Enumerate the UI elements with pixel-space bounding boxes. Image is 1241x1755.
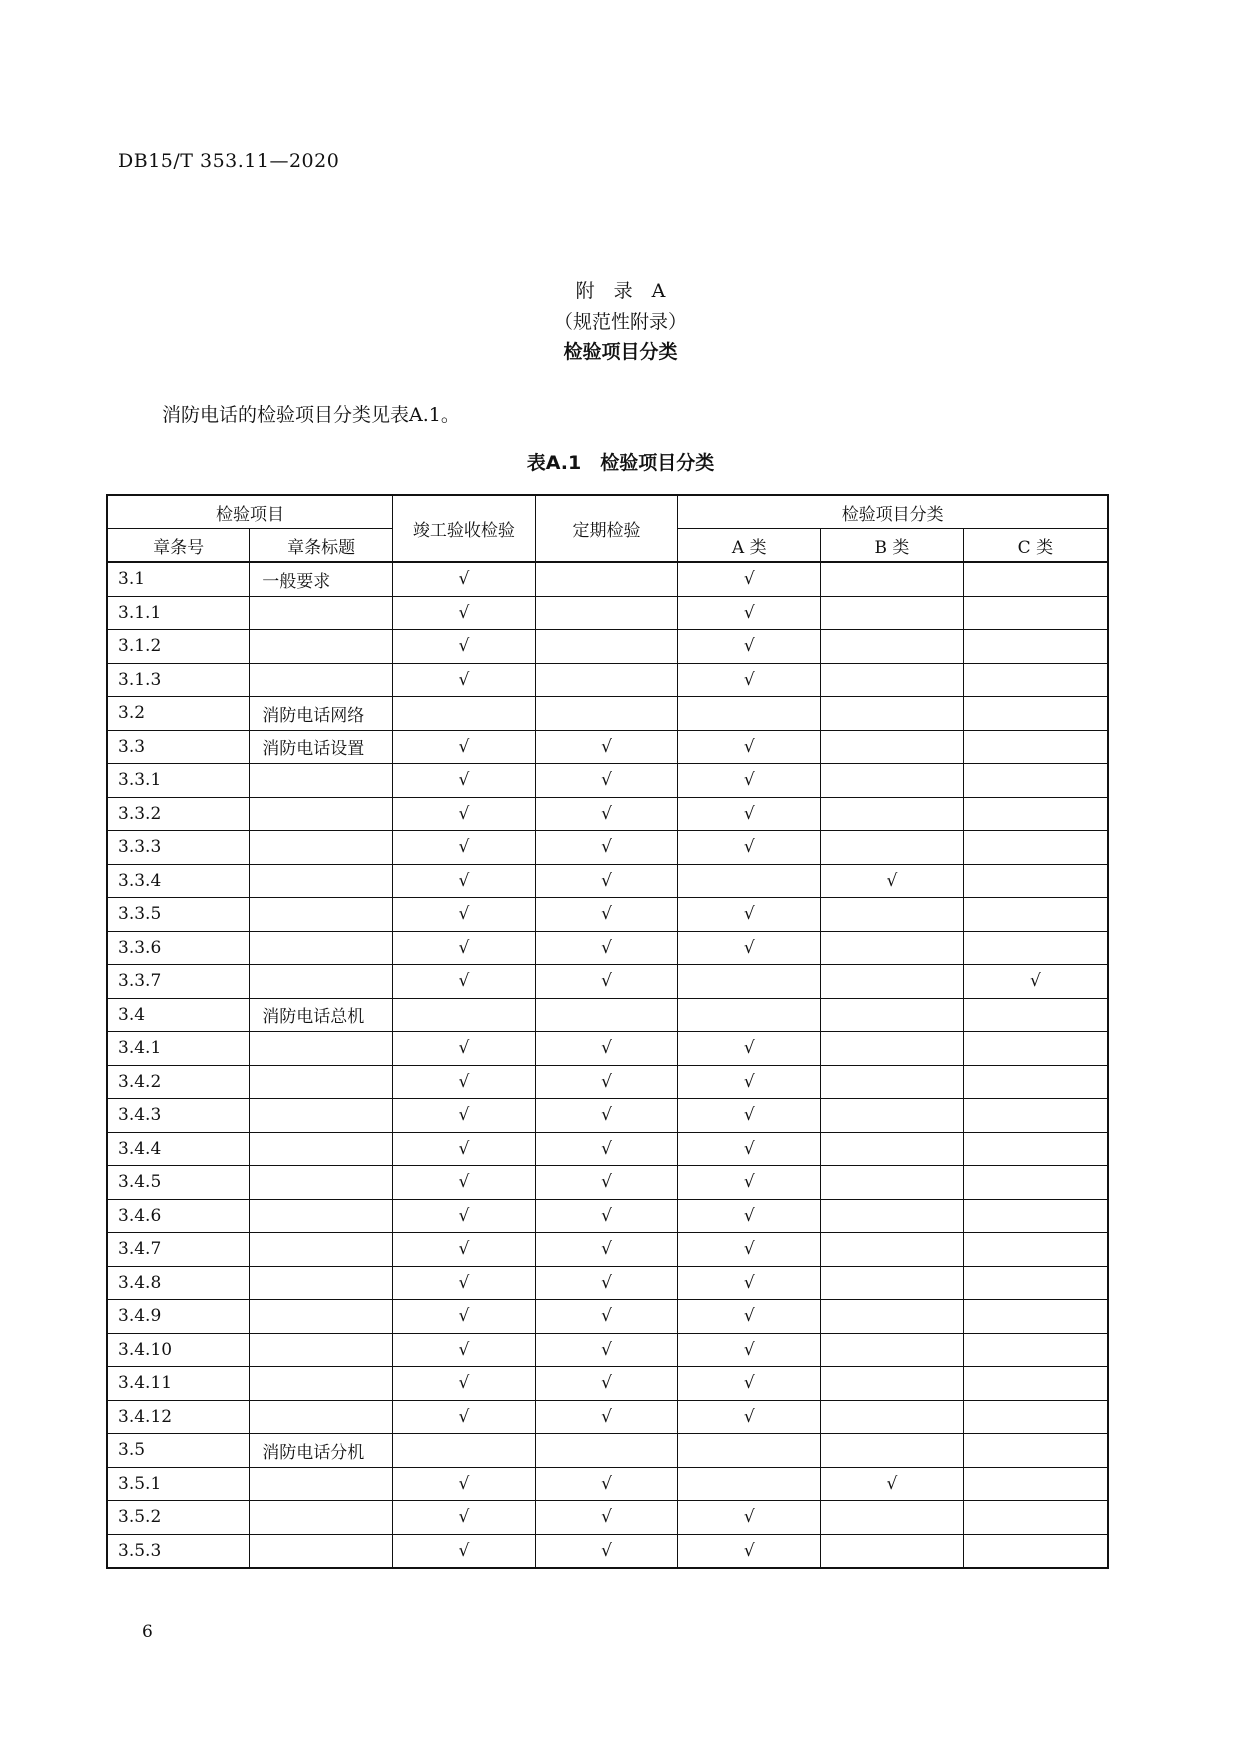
class-a-mark-cell: √ xyxy=(678,1333,821,1367)
table-row xyxy=(107,1032,1108,1066)
clause-title-cell xyxy=(250,630,393,664)
periodic-mark-cell: √ xyxy=(535,965,678,999)
table-row xyxy=(107,998,1108,1032)
clause-title-cell xyxy=(250,797,393,831)
clause-no-cell: 3.5.2 xyxy=(107,1501,250,1535)
table-row xyxy=(107,663,1108,697)
periodic-mark-cell xyxy=(535,630,678,664)
class-a-mark-cell: √ xyxy=(678,1199,821,1233)
class-c-mark-cell xyxy=(963,931,1108,965)
clause-no-cell: 3.1 xyxy=(107,562,250,596)
completion-mark-cell: √ xyxy=(393,1300,536,1334)
table-row xyxy=(107,1300,1108,1334)
clause-no-cell: 3.3.2 xyxy=(107,797,250,831)
completion-mark-cell: √ xyxy=(393,764,536,798)
completion-mark-cell xyxy=(393,697,536,731)
class-b-mark-cell xyxy=(821,1367,964,1401)
completion-mark-cell: √ xyxy=(393,1467,536,1501)
table-row xyxy=(107,1233,1108,1267)
class-c-mark-cell: √ xyxy=(963,965,1108,999)
class-c-mark-cell xyxy=(963,663,1108,697)
clause-title-cell xyxy=(250,1300,393,1334)
clause-title-cell xyxy=(250,663,393,697)
class-a-mark-cell xyxy=(678,1467,821,1501)
class-c-mark-cell xyxy=(963,764,1108,798)
completion-mark-cell: √ xyxy=(393,1199,536,1233)
class-c-mark-cell xyxy=(963,1534,1108,1568)
clause-no-cell: 3.3.3 xyxy=(107,831,250,865)
table-caption: 表A.1 检验项目分类 xyxy=(526,452,715,474)
class-a-mark-cell: √ xyxy=(678,797,821,831)
completion-mark-cell: √ xyxy=(393,1534,536,1568)
class-c-mark-cell xyxy=(963,1300,1108,1334)
periodic-mark-cell: √ xyxy=(535,1032,678,1066)
periodic-mark-cell: √ xyxy=(535,764,678,798)
class-a-mark-cell: √ xyxy=(678,630,821,664)
periodic-mark-cell: √ xyxy=(535,1300,678,1334)
periodic-mark-cell: √ xyxy=(535,1132,678,1166)
clause-no-cell: 3.3.7 xyxy=(107,965,250,999)
clause-title-cell xyxy=(250,1233,393,1267)
class-a-mark-cell: √ xyxy=(678,1534,821,1568)
periodic-mark-cell: √ xyxy=(535,864,678,898)
clause-title-cell xyxy=(250,1166,393,1200)
class-c-mark-cell xyxy=(963,898,1108,932)
class-b-mark-cell xyxy=(821,764,964,798)
periodic-mark-cell: √ xyxy=(535,797,678,831)
class-a-mark-cell: √ xyxy=(678,1400,821,1434)
clause-title-cell: 消防电话分机 xyxy=(250,1434,393,1468)
table-row xyxy=(107,1534,1108,1568)
class-c-mark-cell xyxy=(963,596,1108,630)
periodic-mark-cell: √ xyxy=(535,931,678,965)
clause-title-cell xyxy=(250,898,393,932)
clause-title-cell xyxy=(250,1467,393,1501)
table-row xyxy=(107,562,1108,596)
appendix-type: （规范性附录） xyxy=(553,311,687,333)
intro-paragraph: 消防电话的检验项目分类见表A.1。 xyxy=(162,404,460,426)
clause-title-cell xyxy=(250,1065,393,1099)
class-c-mark-cell xyxy=(963,1434,1108,1468)
table-row xyxy=(107,864,1108,898)
table-row xyxy=(107,931,1108,965)
completion-mark-cell: √ xyxy=(393,562,536,596)
completion-mark-cell xyxy=(393,998,536,1032)
class-a-mark-cell xyxy=(678,864,821,898)
clause-no-cell: 3.4.11 xyxy=(107,1367,250,1401)
clause-title-cell xyxy=(250,1199,393,1233)
periodic-mark-cell: √ xyxy=(535,1501,678,1535)
clause-title-cell xyxy=(250,764,393,798)
completion-mark-cell: √ xyxy=(393,965,536,999)
header-completion-inspection: 竣工验收检验 xyxy=(393,495,536,562)
class-a-mark-cell: √ xyxy=(678,1166,821,1200)
periodic-mark-cell: √ xyxy=(535,1233,678,1267)
class-b-mark-cell: √ xyxy=(821,1467,964,1501)
completion-mark-cell: √ xyxy=(393,1032,536,1066)
class-c-mark-cell xyxy=(963,1467,1108,1501)
clause-no-cell: 3.4.12 xyxy=(107,1400,250,1434)
periodic-mark-cell xyxy=(535,998,678,1032)
table-row xyxy=(107,764,1108,798)
class-a-mark-cell: √ xyxy=(678,596,821,630)
header-class-a: A 类 xyxy=(678,529,821,563)
class-a-mark-cell: √ xyxy=(678,1266,821,1300)
clause-no-cell: 3.4.1 xyxy=(107,1032,250,1066)
header-clause-no: 章条号 xyxy=(107,529,250,563)
class-a-mark-cell: √ xyxy=(678,1233,821,1267)
clause-no-cell: 3.4.4 xyxy=(107,1132,250,1166)
table-row xyxy=(107,898,1108,932)
clause-title-cell xyxy=(250,596,393,630)
page-number: 6 xyxy=(142,1622,153,1642)
inspection-classification-table xyxy=(106,494,1109,1569)
table-row xyxy=(107,1132,1108,1166)
clause-title-cell: 消防电话总机 xyxy=(250,998,393,1032)
table-row xyxy=(107,730,1108,764)
periodic-mark-cell xyxy=(535,562,678,596)
completion-mark-cell: √ xyxy=(393,663,536,697)
completion-mark-cell: √ xyxy=(393,630,536,664)
table-row xyxy=(107,1434,1108,1468)
table-row xyxy=(107,831,1108,865)
table-body xyxy=(107,562,1108,1568)
completion-mark-cell: √ xyxy=(393,1400,536,1434)
clause-no-cell: 3.1.3 xyxy=(107,663,250,697)
clause-no-cell: 3.3.1 xyxy=(107,764,250,798)
completion-mark-cell: √ xyxy=(393,1065,536,1099)
table-row xyxy=(107,1099,1108,1133)
periodic-mark-cell xyxy=(535,596,678,630)
class-a-mark-cell: √ xyxy=(678,562,821,596)
completion-mark-cell: √ xyxy=(393,1333,536,1367)
clause-no-cell: 3.1.2 xyxy=(107,630,250,664)
clause-no-cell: 3.3.4 xyxy=(107,864,250,898)
completion-mark-cell: √ xyxy=(393,1233,536,1267)
class-c-mark-cell xyxy=(963,1501,1108,1535)
class-c-mark-cell xyxy=(963,831,1108,865)
class-a-mark-cell: √ xyxy=(678,1367,821,1401)
class-c-mark-cell xyxy=(963,1400,1108,1434)
clause-no-cell: 3.4.10 xyxy=(107,1333,250,1367)
class-b-mark-cell xyxy=(821,663,964,697)
class-b-mark-cell xyxy=(821,1099,964,1133)
class-b-mark-cell xyxy=(821,1266,964,1300)
table-row xyxy=(107,1166,1108,1200)
class-a-mark-cell: √ xyxy=(678,1099,821,1133)
completion-mark-cell xyxy=(393,1434,536,1468)
class-a-mark-cell: √ xyxy=(678,1501,821,1535)
clause-title-cell xyxy=(250,1501,393,1535)
class-b-mark-cell xyxy=(821,562,964,596)
class-b-mark-cell xyxy=(821,730,964,764)
class-c-mark-cell xyxy=(963,1065,1108,1099)
class-c-mark-cell xyxy=(963,1333,1108,1367)
class-b-mark-cell xyxy=(821,831,964,865)
clause-no-cell: 3.4.5 xyxy=(107,1166,250,1200)
completion-mark-cell: √ xyxy=(393,931,536,965)
table-row xyxy=(107,965,1108,999)
clause-title-cell xyxy=(250,864,393,898)
class-c-mark-cell xyxy=(963,1266,1108,1300)
periodic-mark-cell: √ xyxy=(535,1065,678,1099)
class-c-mark-cell xyxy=(963,562,1108,596)
class-a-mark-cell xyxy=(678,965,821,999)
class-b-mark-cell xyxy=(821,1233,964,1267)
class-a-mark-cell: √ xyxy=(678,1065,821,1099)
completion-mark-cell: √ xyxy=(393,1367,536,1401)
periodic-mark-cell: √ xyxy=(535,1266,678,1300)
completion-mark-cell: √ xyxy=(393,898,536,932)
clause-no-cell: 3.3 xyxy=(107,730,250,764)
clause-title-cell: 一般要求 xyxy=(250,562,393,596)
header-class-c: C 类 xyxy=(963,529,1108,563)
periodic-mark-cell: √ xyxy=(535,1400,678,1434)
clause-title-cell xyxy=(250,1032,393,1066)
class-c-mark-cell xyxy=(963,1233,1108,1267)
table-row xyxy=(107,1065,1108,1099)
table-row xyxy=(107,630,1108,664)
clause-title-cell xyxy=(250,1266,393,1300)
clause-no-cell: 3.4.2 xyxy=(107,1065,250,1099)
class-c-mark-cell xyxy=(963,630,1108,664)
class-c-mark-cell xyxy=(963,1199,1108,1233)
class-b-mark-cell xyxy=(821,965,964,999)
clause-no-cell: 3.3.6 xyxy=(107,931,250,965)
class-a-mark-cell: √ xyxy=(678,1032,821,1066)
table-row xyxy=(107,797,1108,831)
clause-title-cell xyxy=(250,965,393,999)
class-c-mark-cell xyxy=(963,1099,1108,1133)
table-row xyxy=(107,1400,1108,1434)
completion-mark-cell: √ xyxy=(393,730,536,764)
periodic-mark-cell: √ xyxy=(535,730,678,764)
clause-no-cell: 3.5.1 xyxy=(107,1467,250,1501)
class-c-mark-cell xyxy=(963,864,1108,898)
clause-no-cell: 3.4 xyxy=(107,998,250,1032)
class-b-mark-cell xyxy=(821,1501,964,1535)
class-b-mark-cell xyxy=(821,898,964,932)
clause-title-cell xyxy=(250,1099,393,1133)
table-row xyxy=(107,1367,1108,1401)
table-row xyxy=(107,1199,1108,1233)
class-b-mark-cell xyxy=(821,1534,964,1568)
class-b-mark-cell xyxy=(821,1132,964,1166)
clause-no-cell: 3.4.9 xyxy=(107,1300,250,1334)
periodic-mark-cell xyxy=(535,1434,678,1468)
completion-mark-cell: √ xyxy=(393,797,536,831)
table-row xyxy=(107,1266,1108,1300)
class-a-mark-cell: √ xyxy=(678,931,821,965)
class-b-mark-cell xyxy=(821,596,964,630)
periodic-mark-cell: √ xyxy=(535,1367,678,1401)
completion-mark-cell: √ xyxy=(393,1166,536,1200)
class-b-mark-cell xyxy=(821,1400,964,1434)
clause-no-cell: 3.4.8 xyxy=(107,1266,250,1300)
class-b-mark-cell xyxy=(821,1032,964,1066)
class-c-mark-cell xyxy=(963,998,1108,1032)
class-a-mark-cell xyxy=(678,697,821,731)
completion-mark-cell: √ xyxy=(393,864,536,898)
completion-mark-cell: √ xyxy=(393,1132,536,1166)
header-clause-title: 章条标题 xyxy=(250,529,393,563)
class-b-mark-cell xyxy=(821,1333,964,1367)
class-a-mark-cell: √ xyxy=(678,1132,821,1166)
class-c-mark-cell xyxy=(963,1367,1108,1401)
clause-no-cell: 3.1.1 xyxy=(107,596,250,630)
periodic-mark-cell: √ xyxy=(535,1467,678,1501)
class-c-mark-cell xyxy=(963,730,1108,764)
class-b-mark-cell xyxy=(821,1199,964,1233)
class-b-mark-cell xyxy=(821,1300,964,1334)
completion-mark-cell: √ xyxy=(393,596,536,630)
table-row xyxy=(107,697,1108,731)
clause-no-cell: 3.4.3 xyxy=(107,1099,250,1133)
clause-no-cell: 3.4.7 xyxy=(107,1233,250,1267)
header-class-b: B 类 xyxy=(821,529,964,563)
periodic-mark-cell xyxy=(535,697,678,731)
periodic-mark-cell: √ xyxy=(535,1333,678,1367)
document-code: DB15/T 353.11—2020 xyxy=(118,150,340,172)
class-c-mark-cell xyxy=(963,1032,1108,1066)
completion-mark-cell: √ xyxy=(393,1099,536,1133)
table-row xyxy=(107,1467,1108,1501)
header-classification: 检验项目分类 xyxy=(678,495,1108,529)
periodic-mark-cell: √ xyxy=(535,1099,678,1133)
class-b-mark-cell xyxy=(821,1166,964,1200)
periodic-mark-cell: √ xyxy=(535,1166,678,1200)
class-a-mark-cell: √ xyxy=(678,663,821,697)
completion-mark-cell: √ xyxy=(393,1266,536,1300)
class-a-mark-cell: √ xyxy=(678,1300,821,1334)
clause-title-cell: 消防电话设置 xyxy=(250,730,393,764)
completion-mark-cell: √ xyxy=(393,831,536,865)
class-a-mark-cell xyxy=(678,998,821,1032)
class-b-mark-cell: √ xyxy=(821,864,964,898)
class-b-mark-cell xyxy=(821,630,964,664)
clause-title-cell xyxy=(250,1132,393,1166)
class-b-mark-cell xyxy=(821,1065,964,1099)
class-b-mark-cell xyxy=(821,697,964,731)
class-b-mark-cell xyxy=(821,998,964,1032)
clause-title-cell xyxy=(250,1400,393,1434)
periodic-mark-cell: √ xyxy=(535,898,678,932)
class-a-mark-cell: √ xyxy=(678,764,821,798)
class-b-mark-cell xyxy=(821,1434,964,1468)
periodic-mark-cell xyxy=(535,663,678,697)
clause-title-cell xyxy=(250,831,393,865)
clause-title-cell xyxy=(250,931,393,965)
appendix-title: 附 录 A xyxy=(575,280,666,302)
clause-title-cell xyxy=(250,1367,393,1401)
clause-no-cell: 3.3.5 xyxy=(107,898,250,932)
appendix-heading: 检验项目分类 xyxy=(563,341,678,363)
header-inspection-item: 检验项目 xyxy=(107,495,393,529)
class-b-mark-cell xyxy=(821,931,964,965)
clause-no-cell: 3.4.6 xyxy=(107,1199,250,1233)
class-c-mark-cell xyxy=(963,797,1108,831)
table-row xyxy=(107,596,1108,630)
class-b-mark-cell xyxy=(821,797,964,831)
class-a-mark-cell: √ xyxy=(678,898,821,932)
class-c-mark-cell xyxy=(963,697,1108,731)
clause-no-cell: 3.2 xyxy=(107,697,250,731)
table-row xyxy=(107,1501,1108,1535)
class-a-mark-cell: √ xyxy=(678,730,821,764)
periodic-mark-cell: √ xyxy=(535,831,678,865)
class-a-mark-cell xyxy=(678,1434,821,1468)
clause-title-cell xyxy=(250,1534,393,1568)
table-row xyxy=(107,1333,1108,1367)
clause-no-cell: 3.5 xyxy=(107,1434,250,1468)
class-c-mark-cell xyxy=(963,1132,1108,1166)
class-a-mark-cell: √ xyxy=(678,831,821,865)
periodic-mark-cell: √ xyxy=(535,1534,678,1568)
completion-mark-cell: √ xyxy=(393,1501,536,1535)
clause-title-cell xyxy=(250,1333,393,1367)
header-periodic-inspection: 定期检验 xyxy=(535,495,678,562)
periodic-mark-cell: √ xyxy=(535,1199,678,1233)
clause-title-cell: 消防电话网络 xyxy=(250,697,393,731)
class-c-mark-cell xyxy=(963,1166,1108,1200)
clause-no-cell: 3.5.3 xyxy=(107,1534,250,1568)
